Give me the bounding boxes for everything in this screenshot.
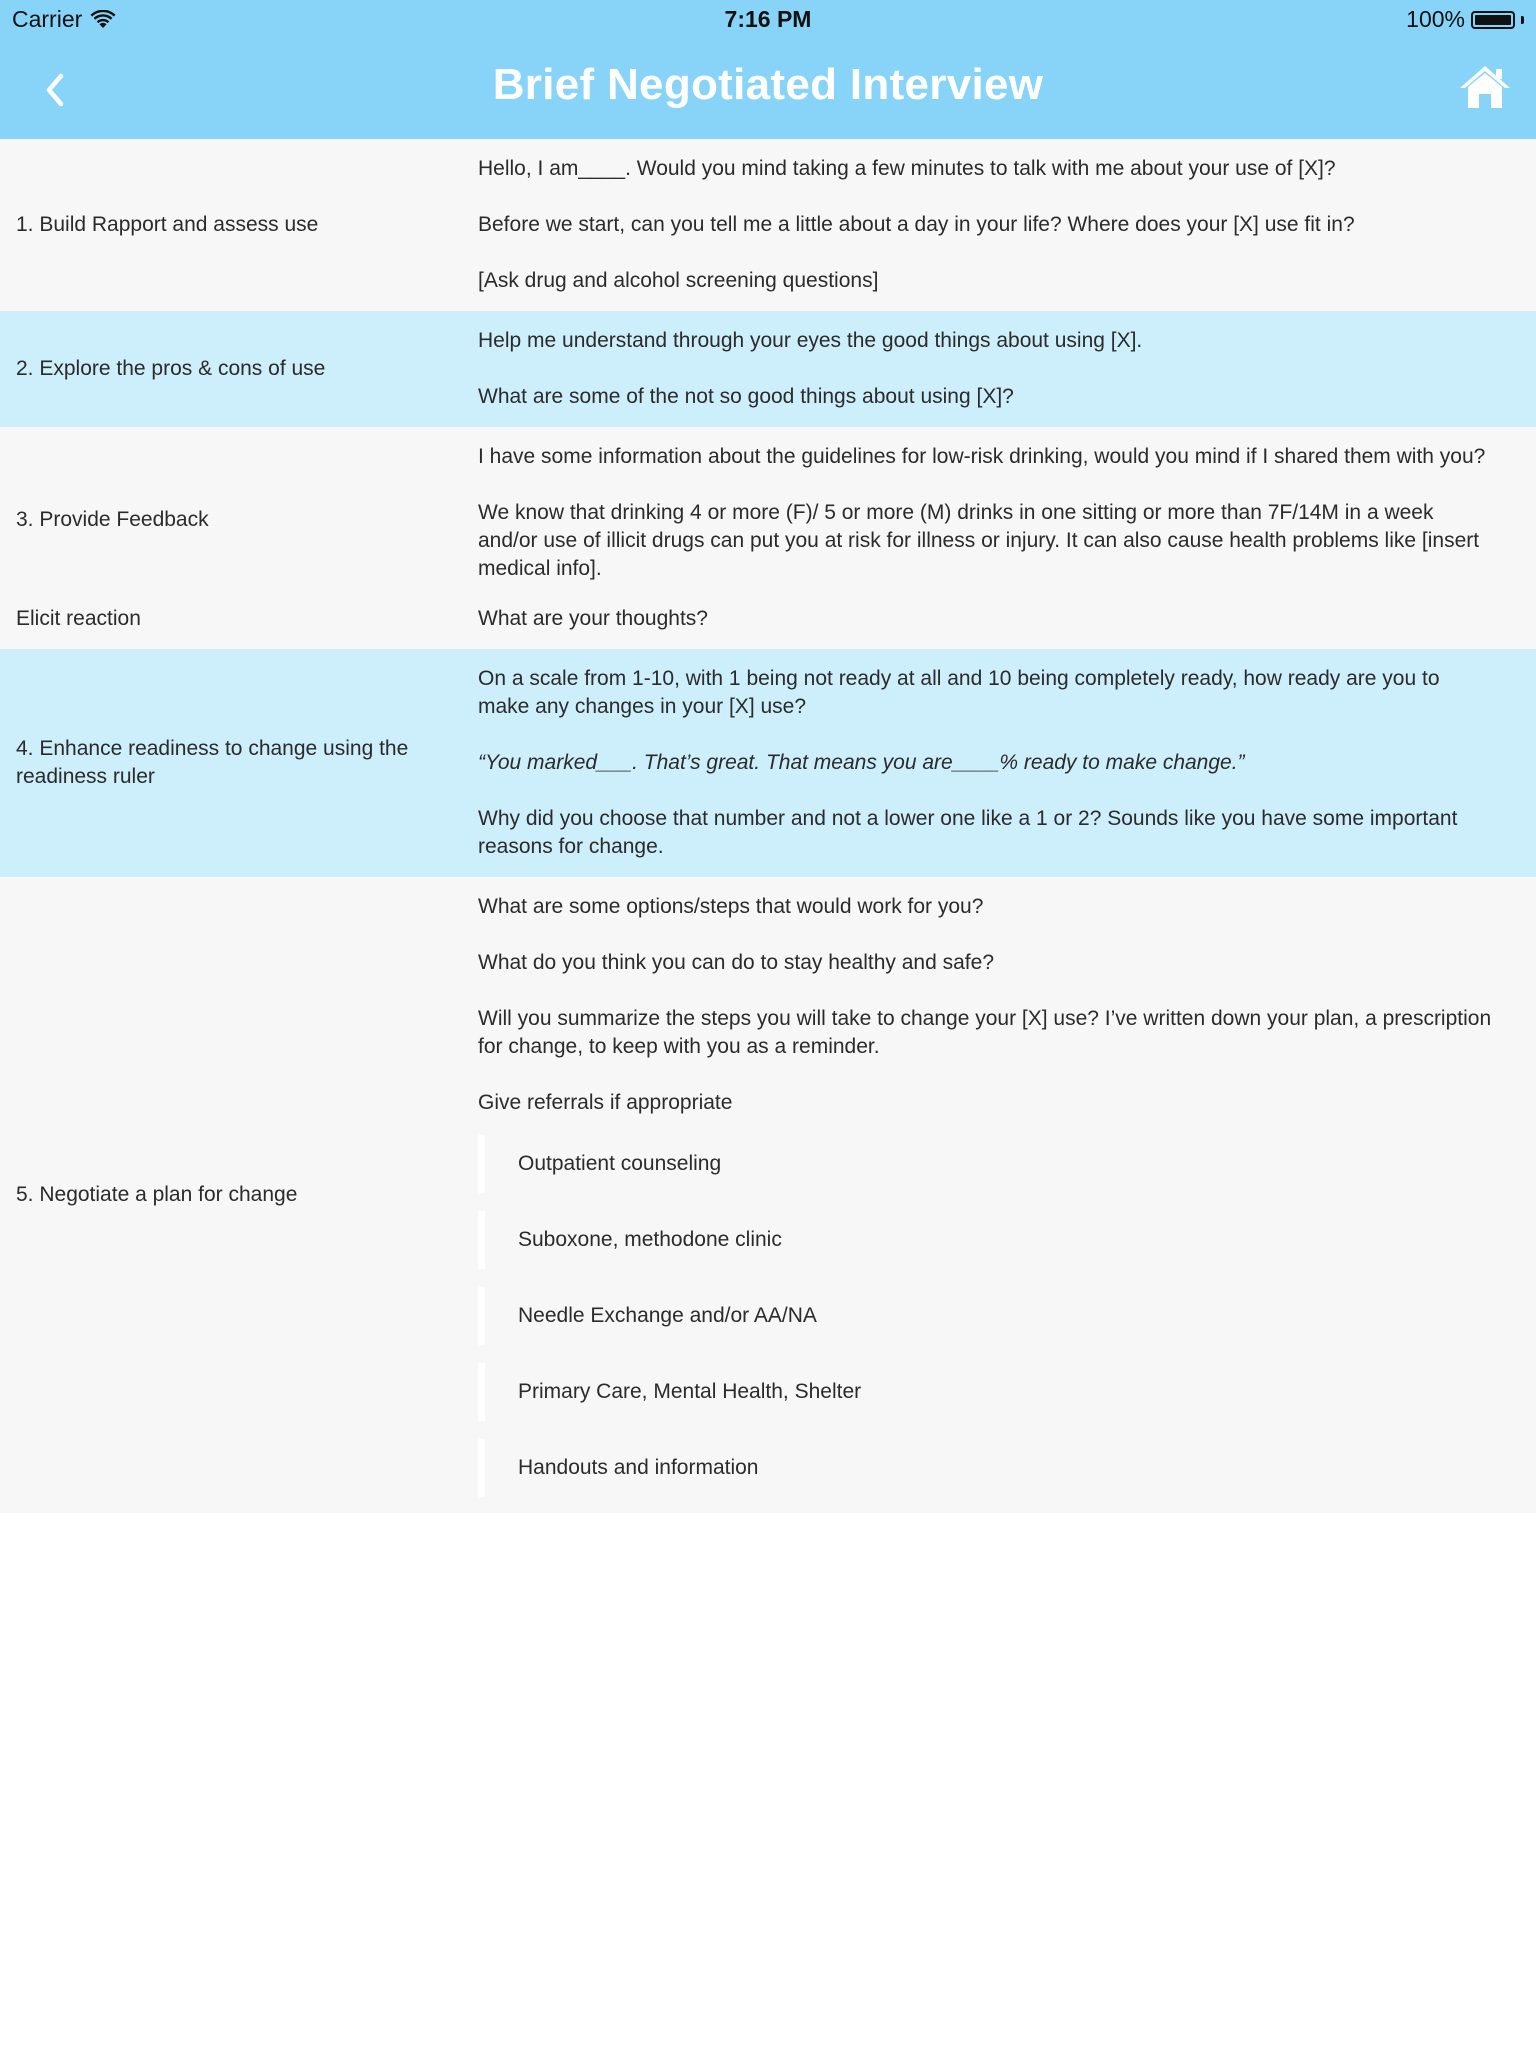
battery-percent: 100% [1406, 6, 1465, 32]
referral-item: Handouts and information [478, 1439, 1496, 1497]
prompt-line: On a scale from 1-10, with 1 being not ready at all and 10 being completely ready, how ready are you to make any changes in your [X] use? [478, 667, 1440, 718]
prompt-line: Why did you choose that number and not a lower one like a 1 or 2? Sounds like you have some important reasons for change. [478, 807, 1458, 858]
step-text [478, 649, 1536, 877]
battery-tip [1521, 16, 1524, 24]
step-text [478, 311, 1536, 427]
prompt-line: Help me understand through your eyes the good things about using [X]. [478, 329, 1143, 352]
section-elicit-reaction [0, 597, 1536, 649]
prompt-line: [Ask drug and alcohol screening questions] [478, 269, 879, 292]
step-label: 1. Build Rapport and assess use [16, 213, 319, 236]
battery-indicator [1406, 6, 1524, 33]
prompt-line-italic: “You marked___. That’s great. That means you are____% ready to make change.” [478, 751, 1245, 774]
nav-bar [0, 40, 1536, 139]
section-provide-feedback [0, 427, 1536, 597]
prompt-line: What do you think you can do to stay healthy and safe? [478, 951, 994, 974]
prompt-line: Hello, I am____. Would you mind taking a few minutes to talk with me about your use of [X]? [478, 157, 1336, 180]
step-label: 3. Provide Feedback [16, 508, 209, 531]
prompt-line: What are some options/steps that would work for you? [478, 895, 984, 918]
referral-item: Primary Care, Mental Health, Shelter [478, 1363, 1496, 1421]
interview-table [0, 139, 1536, 1513]
carrier-label: Carrier [12, 6, 83, 32]
home-button[interactable] [1454, 56, 1516, 118]
referral-list [478, 1135, 1496, 1497]
step-label: 2. Explore the pros & cons of use [16, 357, 326, 380]
prompt-line: What are some of the not so good things about using [X]? [478, 385, 1014, 408]
prompt-line: Before we start, can you tell me a little about a day in your life? Where does your [X] use fit in? [478, 213, 1355, 236]
header [0, 0, 1536, 139]
section-negotiate-plan [0, 877, 1536, 1513]
step-text [478, 443, 1536, 597]
section-explore-pros-cons [0, 311, 1536, 427]
referral-item: Needle Exchange and/or AA/NA [478, 1287, 1496, 1345]
page-title: Brief Negotiated Interview [492, 60, 1044, 109]
prompt-line: Give referrals if appropriate [478, 1091, 733, 1114]
step-text [478, 877, 1536, 1513]
step-label: 5. Negotiate a plan for change [16, 1183, 298, 1206]
sub-step-text: What are your thoughts? [478, 607, 708, 630]
status-bar [0, 0, 1536, 40]
prompt-line: I have some information about the guidelines for low-risk drinking, would you mind if I shared them with you? [478, 445, 1486, 468]
referral-item: Suboxone, methodone clinic [478, 1211, 1496, 1269]
home-icon [1458, 63, 1512, 111]
section-build-rapport [0, 139, 1536, 311]
sub-step-label: Elicit reaction [16, 607, 141, 630]
status-time: 7:16 PM [724, 6, 812, 32]
prompt-line: Will you summarize the steps you will take to change your [X] use? I’ve written down your plan, a prescription for change, to keep with you as a reminder. [478, 1007, 1492, 1058]
prompt-line: We know that drinking 4 or more (F)/ 5 or more (M) drinks in one sitting or more than 7F/14M in a week and/or use of illicit drugs can put you at risk for illness or injury. It can also cause health problems like [insert medical info]. [478, 501, 1480, 580]
step-text [478, 139, 1536, 311]
referral-item: Outpatient counseling [478, 1135, 1496, 1193]
battery-icon [1471, 11, 1515, 29]
step-label: 4. Enhance readiness to change using the readiness ruler [16, 737, 409, 788]
section-enhance-readiness [0, 649, 1536, 877]
